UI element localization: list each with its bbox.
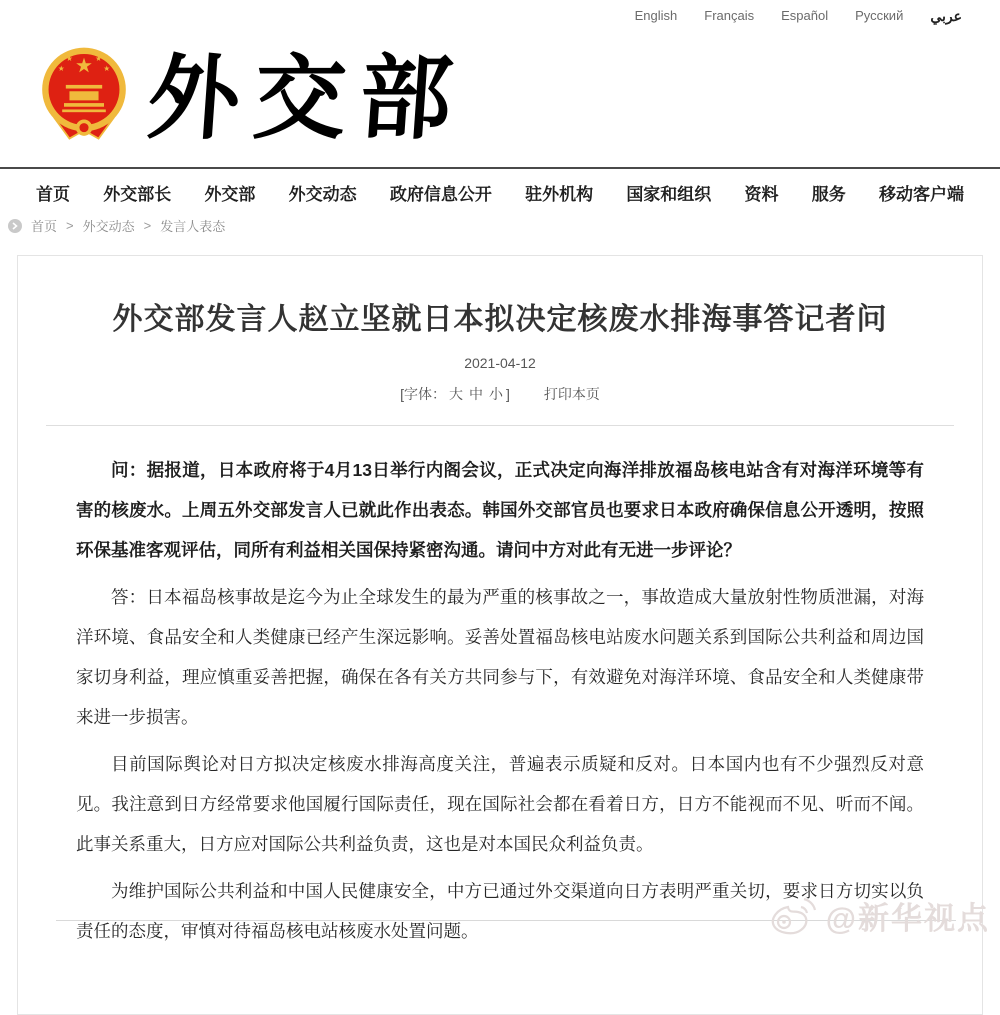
lang-arabic[interactable]: عربي (930, 8, 962, 24)
nav-resources[interactable]: 资料 (744, 185, 779, 204)
print-page-button[interactable]: 打印本页 (543, 386, 600, 402)
article-panel (17, 255, 983, 1015)
article-toolbar (18, 384, 982, 404)
nav-countries-organizations[interactable]: 国家和组织 (626, 185, 712, 204)
font-size-label-open: [字体： (400, 386, 446, 402)
font-size-large-button[interactable]: 大 (449, 386, 463, 402)
breadcrumb (8, 216, 225, 235)
article-date: 2021-04-12 (464, 355, 536, 371)
breadcrumb-separator: > (143, 218, 152, 233)
font-size-label-close: ] (506, 386, 510, 402)
breadcrumb-diplomatic-activities[interactable]: 外交动态 (82, 219, 135, 234)
breadcrumb-arrow-icon (8, 219, 22, 233)
article-body (76, 450, 924, 951)
nav-services[interactable]: 服务 (811, 185, 846, 204)
bottom-divider (56, 920, 956, 921)
main-nav (0, 167, 1000, 218)
article-title: 外交部发言人赵立坚就日本拟决定核废水排海事答记者问 (112, 303, 888, 336)
watermark-text: @新华视点 (825, 901, 990, 936)
title-divider (46, 425, 954, 426)
paragraph-answer-3: 为维护国际公共利益和中国人民健康安全，中方已通过外交渠道向日方表明严重关切，要求日方切实以负责任的态度，审慎对待福岛核电站核废水处置问题。 (76, 881, 924, 941)
lang-french[interactable]: Français (704, 8, 755, 23)
paragraph-question: 问：据报道，日本政府将于4月13日举行内阁会议，正式决定向海洋排放福岛核电站含有对海洋环境等有害的核废水。上周五外交部发言人已就此作出表态。韩国外交部官员也要求日本政府确保信息公开透明，按照环保基准客观评估，同所有利益相关国保持紧密沟通。请问中方对此有无进一步评论？ (76, 460, 924, 560)
breadcrumb-separator: > (66, 218, 74, 233)
lang-english[interactable]: English (634, 8, 678, 23)
nav-mobile-client[interactable]: 移动客户端 (878, 185, 964, 204)
nav-government-info[interactable]: 政府信息公开 (389, 185, 492, 204)
lang-russian[interactable]: Русский (855, 8, 904, 23)
nav-missions-abroad[interactable]: 驻外机构 (525, 185, 594, 204)
paragraph-answer-1: 答：日本福岛核事故是迄今为止全球发生的最为严重的核事故之一，事故造成大量放射性物质泄漏，对海洋环境、食品安全和人类健康已经产生深远影响。妥善处置福岛核电站废水问题关系到国际公共利益和周边国家切身利益，理应慎重妥善把握，确保在各有关方共同参与下，有效避免对海洋环境、食品安全和人类健康带来进一步损害。 (76, 587, 924, 727)
font-size-medium-button[interactable]: 中 (469, 386, 483, 402)
site-header (0, 0, 1000, 167)
lang-spanish[interactable]: Español (781, 8, 829, 23)
nav-home[interactable]: 首页 (36, 185, 70, 204)
font-size-small-button[interactable]: 小 (489, 386, 503, 402)
national-emblem-icon (38, 44, 130, 144)
nav-ministry[interactable]: 外交部 (204, 185, 256, 204)
paragraph-answer-2: 目前国际舆论对日方拟决定核废水排海高度关注，普遍表示质疑和反对。日本国内也有不少强烈反对意见。我注意到日方经常要求他国履行国际责任，现在国际社会都在看着日方，日方不能视而不见、听而不闻。此事关系重大，日方应对国际公共利益负责，这也是对本国民众利益负责。 (76, 754, 924, 854)
nav-diplomatic-activities[interactable]: 外交动态 (288, 185, 357, 204)
site-logo-calligraphy[interactable]: 外交部 (144, 44, 470, 152)
nav-foreign-minister[interactable]: 外交部长 (103, 185, 172, 204)
breadcrumb-current-spokesperson-remarks: 发言人表态 (160, 219, 226, 234)
breadcrumb-home[interactable]: 首页 (31, 219, 58, 234)
